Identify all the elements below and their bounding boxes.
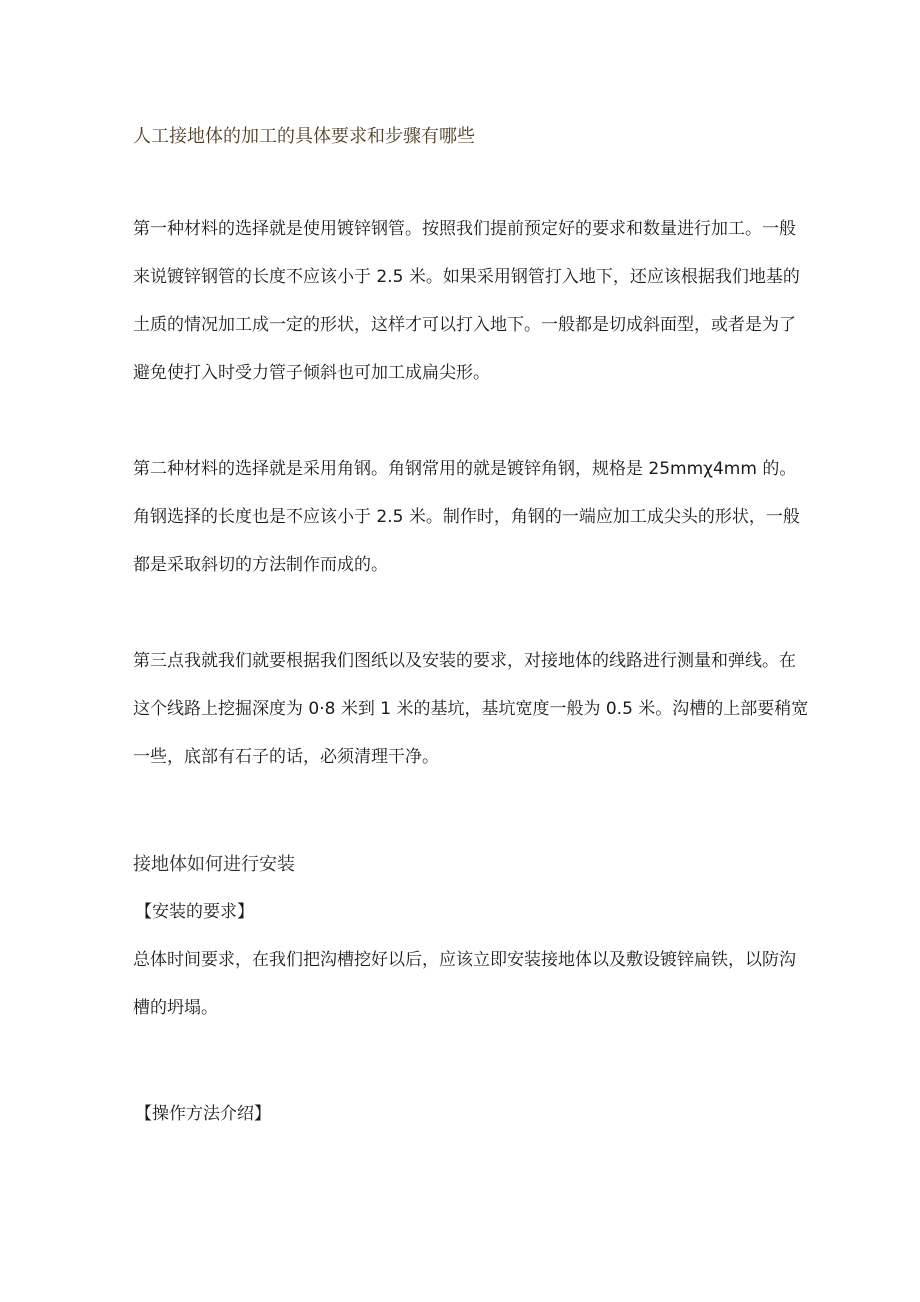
paragraph-3-line-3: 一些，底部有石子的话，必须清理干净。 bbox=[133, 747, 439, 767]
paragraph-3-line-2: 这个线路上挖掘深度为 0·8 米到 1 米的基坑，基坑宽度一般为 0.5 米。沟槽的上部要稍宽 bbox=[133, 699, 809, 719]
install-requirements-label: 【安装的要求】 bbox=[135, 902, 254, 922]
page-title: 人工接地体的加工的具体要求和步骤有哪些 bbox=[133, 126, 475, 147]
paragraph-2-line-1: 第二种材料的选择就是采用角钢。角钢常用的就是镀锌角钢，规格是 25mmχ4mm 的。 bbox=[133, 459, 797, 479]
paragraph-1-line-2: 来说镀锌钢管的长度不应该小于 2.5 米。如果采用钢管打入地下，还应该根据我们地基的 bbox=[133, 267, 800, 287]
paragraph-4-line-1: 总体时间要求，在我们把沟槽挖好以后，应该立即安装接地体以及敷设镀锌扁铁，以防沟 bbox=[133, 950, 796, 970]
paragraph-1-line-1: 第一种材料的选择就是使用镀锌钢管。按照我们提前预定好的要求和数量进行加工。一般 bbox=[133, 219, 796, 239]
paragraph-1-line-3: 土质的情况加工成一定的形状，这样才可以打入地下。一般都是切成斜面型，或者是为了 bbox=[133, 315, 796, 335]
operation-method-label: 【操作方法介绍】 bbox=[135, 1104, 271, 1124]
paragraph-4-line-2: 槽的坍塌。 bbox=[133, 998, 218, 1018]
paragraph-2-line-3: 都是采取斜切的方法制作而成的。 bbox=[133, 555, 388, 575]
section-heading: 接地体如何进行安装 bbox=[133, 854, 295, 875]
paragraph-3-line-1: 第三点我就我们就要根据我们图纸以及安装的要求，对接地体的线路进行测量和弹线。在 bbox=[133, 651, 796, 671]
paragraph-1-line-4: 避免使打入时受力管子倾斜也可加工成扁尖形。 bbox=[133, 363, 490, 383]
paragraph-2-line-2: 角钢选择的长度也是不应该小于 2.5 米。制作时，角钢的一端应加工成尖头的形状，一般 bbox=[133, 507, 800, 527]
